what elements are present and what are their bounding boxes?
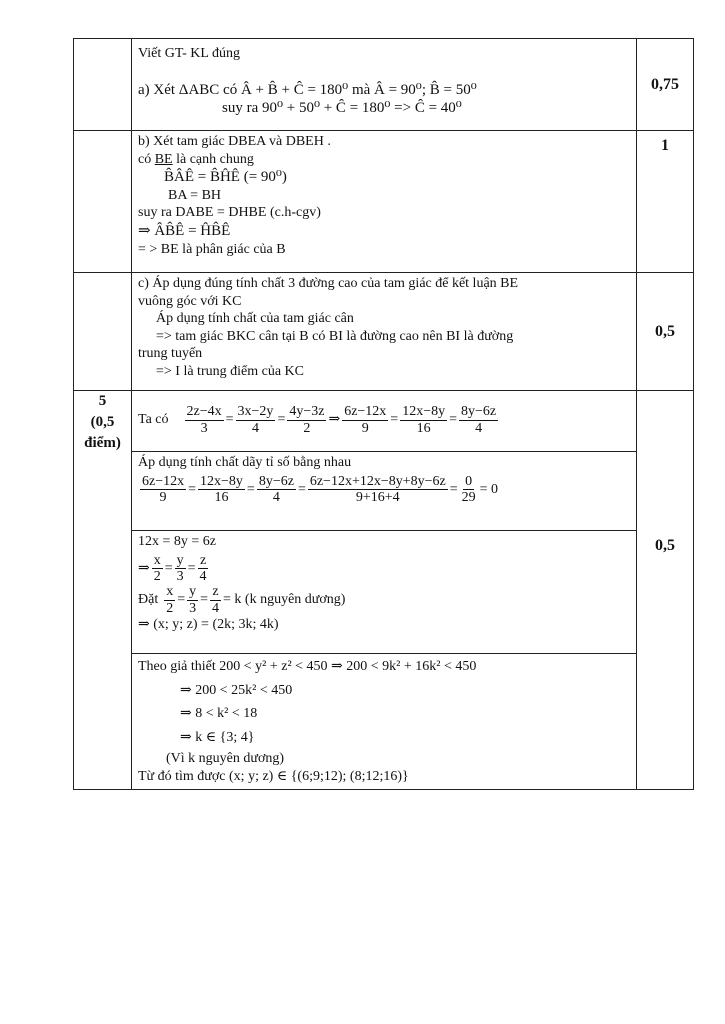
- row1-line1: Viết GT- KL đúng: [138, 46, 240, 61]
- question-cell-empty: [74, 273, 132, 391]
- fraction-num: 0: [465, 473, 473, 489]
- fraction-den: 4: [272, 489, 280, 505]
- score-cell-b: [637, 131, 694, 273]
- fraction-num: 8y−6z: [461, 404, 497, 420]
- fraction-num: z: [199, 552, 207, 568]
- fraction-den: 3: [200, 420, 208, 436]
- row2-line4: BA = BH: [168, 187, 222, 203]
- row2-line2-pre: có: [138, 151, 155, 167]
- fraction-num: y: [189, 584, 197, 600]
- fraction: [236, 404, 276, 436]
- row-question-5: [74, 391, 694, 790]
- q5-d-line6: Từ đó tìm được (x; y; z) ∈ {(6;9;12); (8;12;16)}: [138, 768, 409, 784]
- fraction-num: 12x−8y: [402, 404, 446, 420]
- row1-line3: suy ra 90⁰ + 50⁰ + Ĉ = 180⁰ => Ĉ = 40⁰: [222, 100, 462, 117]
- q5-d-line4: ⇒ k ∈ {3; 4}: [180, 729, 255, 745]
- fraction: [198, 553, 209, 585]
- question-cell-empty: [74, 131, 132, 273]
- fraction-num: 6z−12x+12x−8y+8y−6z: [309, 473, 446, 489]
- content-cell-b: [132, 131, 637, 273]
- fraction-num: 6z−12x: [142, 473, 185, 489]
- fraction-den: 29: [461, 489, 476, 505]
- fraction: [460, 474, 478, 506]
- question-number-cell: [74, 391, 132, 790]
- score-a: 0,75: [651, 75, 679, 93]
- row-part-b: [74, 131, 694, 273]
- fraction-den: 9+16+4: [355, 489, 400, 505]
- row3-line1: c) Áp dụng đúng tính chất 3 đường cao của tam giác để kết luận BE: [138, 276, 519, 291]
- fraction-den: 16: [214, 489, 229, 505]
- q5-c-line3: Đặt $\frac{x}{2}$ = $\frac{y}{3}$ = $\frac{z}{4}$ = k (k nguyên dương): [138, 584, 346, 616]
- row2-line6: ⇒ ÂB̂Ê = ĤB̂Ê: [138, 222, 231, 239]
- content-cell-a: [132, 39, 637, 131]
- row3-line2: vuông góc với KC: [138, 293, 242, 309]
- fraction: [175, 553, 186, 585]
- fraction: [257, 474, 296, 506]
- q5-d-line5: (Vì k nguyên dương): [166, 751, 285, 766]
- fraction-num: 4y−3z: [289, 404, 325, 420]
- fraction-num: 12x−8y: [200, 473, 243, 489]
- row2-line7: = > BE là phân giác của B: [138, 241, 286, 257]
- fraction-num: x: [153, 552, 161, 568]
- fraction-den: 4: [475, 420, 483, 436]
- fraction-num: 6z−12x: [344, 404, 387, 420]
- row2-line2-post: là cạnh chung: [172, 151, 254, 167]
- q5-c-line1: 12x = 8y = 6z: [138, 534, 217, 549]
- fraction-num: 8y−6z: [258, 473, 294, 489]
- q5-a-label: Ta có: [138, 412, 169, 428]
- fraction: [164, 584, 175, 616]
- score-cell-a: [637, 39, 694, 131]
- fraction-den: 9: [361, 420, 369, 436]
- score-c: 0,5: [655, 322, 675, 340]
- fraction-num: 2z−4x: [186, 404, 222, 420]
- fraction: [459, 404, 498, 436]
- fraction-den: 2: [166, 600, 174, 616]
- row-part-c: [74, 273, 694, 391]
- score-cell-c: [637, 273, 694, 391]
- row-part-a: [74, 39, 694, 131]
- fraction-den: 4: [199, 568, 207, 584]
- fraction-den: 3: [189, 600, 197, 616]
- fraction-den: 4: [212, 600, 220, 616]
- fraction: [400, 404, 447, 436]
- question-points-1: (0,5: [90, 414, 115, 430]
- q5-b-end: = 0: [479, 481, 499, 497]
- fraction: [152, 553, 163, 585]
- fraction: [198, 474, 245, 506]
- q5-block-d: [132, 653, 636, 785]
- row2-line2: [138, 151, 630, 169]
- q5-d-line1: Theo giả thiết 200 < y² + z² < 450 ⇒ 200 < 9k² + 16k² < 450: [138, 659, 477, 674]
- score-cell-q5: [637, 391, 694, 790]
- question-cell-empty: [74, 39, 132, 131]
- row3-line6: => I là trung điểm của KC: [156, 363, 304, 379]
- grading-table: [73, 38, 694, 790]
- fraction: [308, 474, 448, 506]
- content-cell-c: [132, 273, 637, 391]
- row3-line5: trung tuyến: [138, 346, 203, 361]
- score-b: 1: [661, 137, 669, 154]
- q5-b-label: Áp dụng tính chất dãy tỉ số bằng nhau: [138, 455, 352, 470]
- q5-d-line3: ⇒ 8 < k² < 18: [180, 706, 258, 721]
- row2-line3: B̂ÂÊ = B̂ĤÊ (= 90⁰): [164, 169, 287, 185]
- fraction-num: x: [166, 584, 174, 600]
- row1-line2: a) Xét ΔABC có Â + B̂ + Ĉ = 180⁰ mà Â = 90⁰; B̂ = 50⁰: [138, 81, 477, 98]
- q5-c-dat: Đặt: [138, 592, 159, 608]
- q5-c-dat-post: = k (k nguyên dương): [223, 592, 346, 608]
- fraction: [140, 474, 186, 506]
- fraction: [287, 404, 326, 436]
- fraction-den: 4: [251, 420, 259, 436]
- row2-line5: suy ra DABE = DHBE (c.h-cgv): [138, 205, 321, 221]
- q5-c-line4: ⇒ (x; y; z) = (2k; 3k; 4k): [138, 617, 279, 633]
- row2-line1: b) Xét tam giác DBEA và DBEH .: [138, 134, 331, 149]
- row2-line2-ul: BE: [154, 151, 173, 167]
- question-points-2: điểm): [84, 435, 121, 451]
- fraction-den: 2: [153, 568, 161, 584]
- q5-block-c: [132, 530, 636, 649]
- fraction-num: y: [176, 552, 184, 568]
- q5-b-equation: $\frac{6z-12x}{9}$ = $\frac{12x-8y}{16}$ = $\frac{8y-6z}{4}$ = $\frac{6z-12x+12x-8y+8y-6z}{9+16+4}$ = $\frac{0}{29}$ = 0: [142, 473, 499, 505]
- q5-d-line2: ⇒ 200 < 25k² < 450: [180, 682, 293, 698]
- fraction: [187, 584, 198, 616]
- fraction-den: 9: [159, 489, 167, 505]
- row3-line4: => tam giác BKC cân tại B có BI là đường cao nên BI là đường: [156, 328, 514, 344]
- row3-line3: Áp dụng tính chất của tam giác cân: [156, 311, 354, 326]
- fraction-den: 16: [416, 420, 431, 436]
- score-q5: 0,5: [655, 537, 675, 554]
- fraction: [342, 404, 388, 436]
- fraction-num: 3x−2y: [237, 404, 274, 420]
- q5-block-a: Ta có $\frac{2z-4x}{3}$ = $\frac{3x-2y}{4}$ = $\frac{4y-3z}{2}$ ⇒ $\frac{6z-12x}{9}$ = $\frac{12x-8y}{16}$ = $\frac{8y-6z}{4}$: [138, 404, 497, 436]
- q5-c-line2: ⇒ $\frac{x}{2}$ = $\frac{y}{3}$ = $\frac{z}{4}$: [138, 552, 207, 584]
- fraction-den: 2: [303, 420, 311, 436]
- q5-block-b: [132, 451, 636, 526]
- question-number: 5: [98, 393, 107, 409]
- content-cell-q5: [132, 391, 637, 790]
- fraction-den: 3: [176, 568, 184, 584]
- fraction: [185, 404, 224, 436]
- fraction: [210, 584, 221, 616]
- fraction-num: z: [212, 584, 219, 600]
